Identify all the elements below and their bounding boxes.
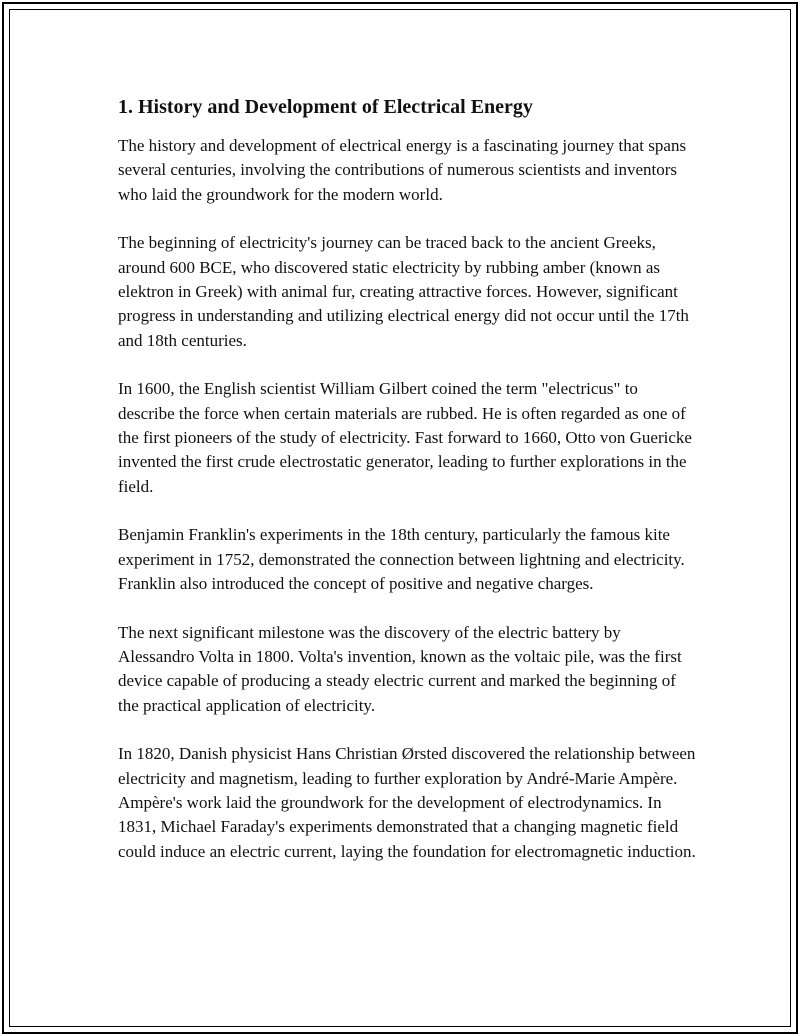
paragraph-intro: The history and development of electrical energy is a fascinating journey that spans several centuries, involving the contributions of numerous scientists and inventors who laid the groundwork for the modern world. [118, 136, 687, 204]
paragraph-ancient-greeks: The beginning of electricity's journey can be traced back to the ancient Greeks, around 600 BCE, who discovered static electricity by rubbing amber (known as elektron in Greek) with animal fur, creating attractive forces. However, significant progress in understanding and utilizing electrical energy did not occur until the 17th and 18th centuries. [118, 233, 689, 350]
section-heading: 1. History and Development of Electrical Energy [118, 96, 533, 118]
paragraph-orsted-faraday: In 1820, Danish physicist Hans Christian Ørsted discovered the relationship between electricity and magnetism, leading to further exploration by André-Marie Ampère. Ampère's work laid the groundwork for the development of electrodynamics. In 1831, Michael Faraday's experiments demonstrated that a changing magnetic field could induce an electric current, laying the foundation for electromagnetic induction. [118, 744, 696, 861]
paragraph-alessandro-volta: The next significant milestone was the discovery of the electric battery by Alessandro Volta in 1800. Volta's invention, known as the voltaic pile, was the first device capable of producing a steady electric current and marked the beginning of the practical application of electricity. [118, 622, 682, 715]
paragraph-william-gilbert: In 1600, the English scientist William Gilbert coined the term "electricus" to describe the force when certain materials are rubbed. He is often regarded as one of the first pioneers of the study of electricity. Fast forward to 1660, Otto von Guericke invented the first crude electrostatic generator, leading to further explorations in the field. [118, 379, 692, 496]
document-body [118, 93, 698, 888]
paragraph-benjamin-franklin: Benjamin Franklin's experiments in the 18th century, particularly the famous kite experiment in 1752, demonstrated the connection between lightning and electricity. Franklin also introduced the concept of positive and negative charges. [118, 525, 685, 593]
